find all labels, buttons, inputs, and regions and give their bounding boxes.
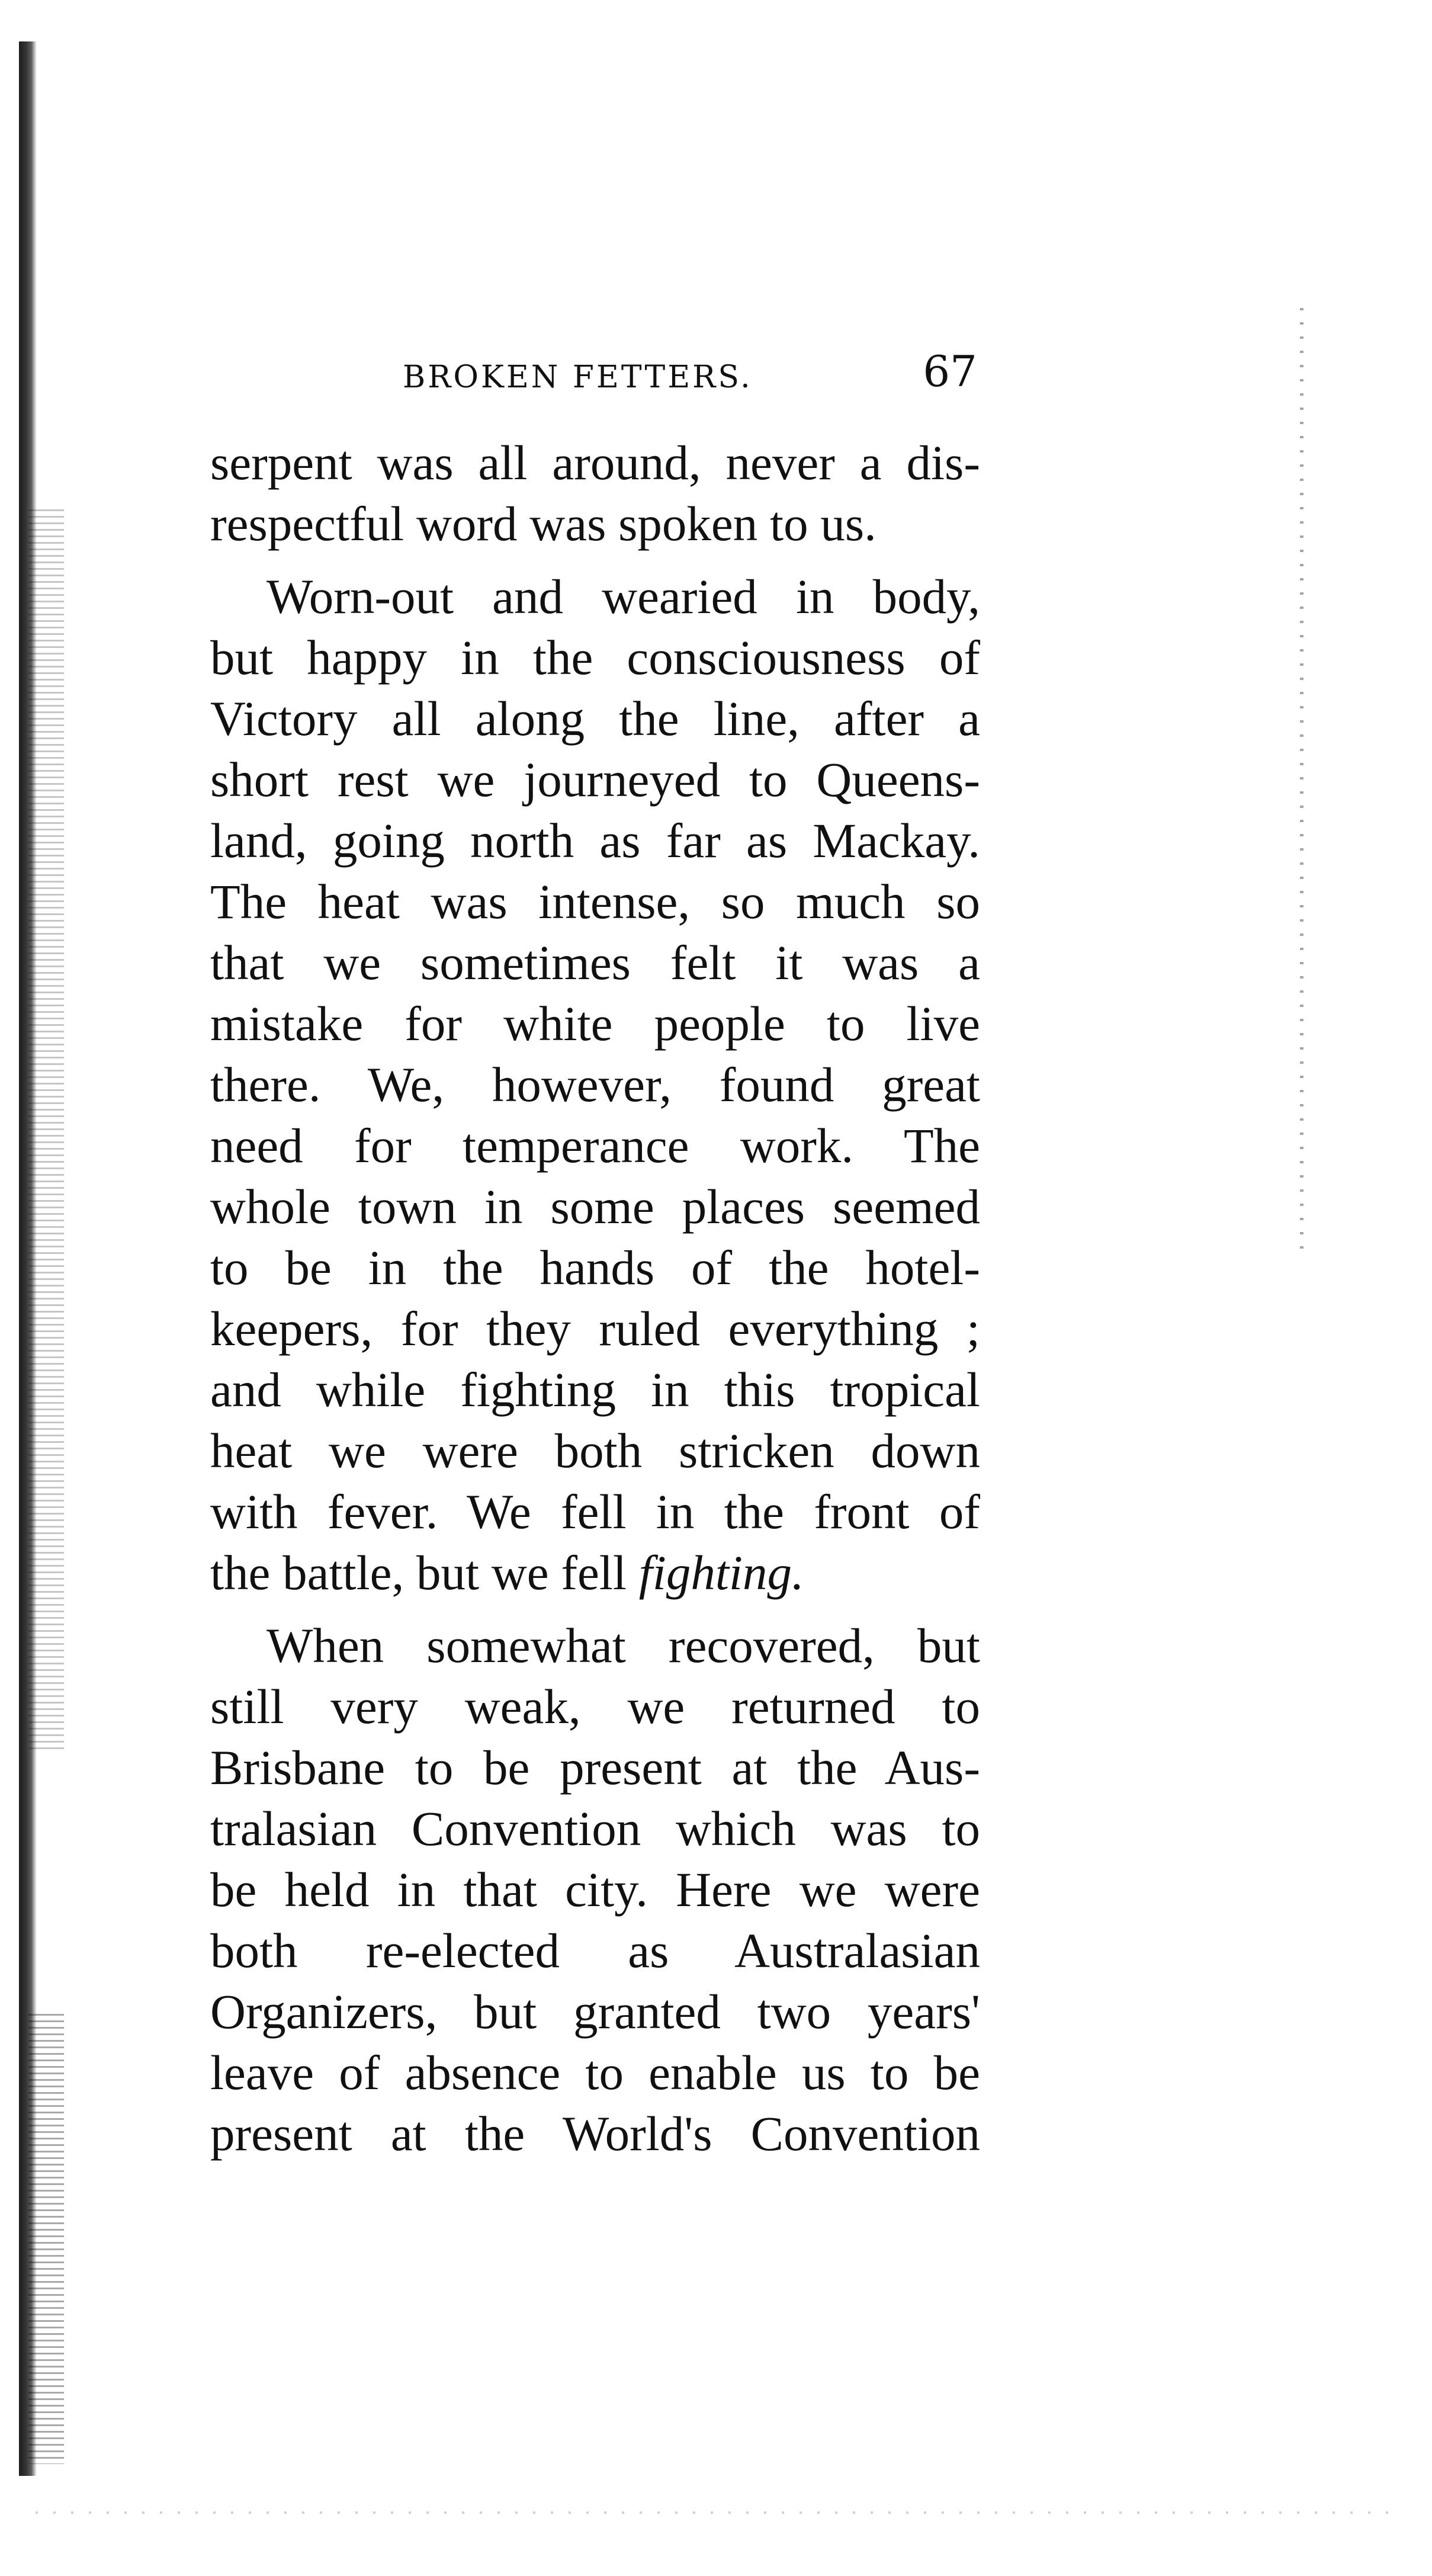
page-binding-speckle-lower	[28, 2014, 64, 2464]
running-title: BROKEN FETTERS.	[403, 360, 753, 395]
text-line: serpent was all around, never a dis-	[210, 435, 980, 490]
text-line: tralasian Convention which was to	[210, 1801, 980, 1856]
text-line: Victory all along the line, after a	[210, 691, 980, 746]
text-line: respectful word was spoken to us.	[210, 496, 876, 551]
paragraph	[210, 566, 980, 1603]
text-line: land, going north as far as Mackay.	[210, 813, 980, 868]
text-line: mistake for white people to live	[210, 996, 980, 1051]
text-line: whole town in some places seemed	[210, 1179, 980, 1234]
text-line: there. We, however, found great	[210, 1057, 980, 1112]
text-line: still very weak, we returned to	[210, 1679, 980, 1734]
paragraph	[210, 432, 980, 554]
text-line: but happy in the consciousness of	[210, 630, 980, 685]
text-line: short rest we journeyed to Queens-	[210, 752, 980, 807]
text-line: be held in that city. Here we were	[210, 1862, 980, 1917]
text-line: and while fighting in this tropical	[210, 1362, 980, 1417]
text-line: heat we were both stricken down	[210, 1423, 980, 1478]
text-line: both re-elected as Australasian	[210, 1923, 980, 1978]
text-line: to be in the hands of the hotel-	[210, 1240, 980, 1295]
text-line: need for temperance work. The	[210, 1118, 980, 1173]
emphasized-word: fighting.	[638, 1545, 804, 1600]
text-line: Organizers, but granted two years'	[210, 1984, 980, 2039]
page-bottom-marks	[36, 2511, 1398, 2514]
text-line: Brisbane to be present at the Aus-	[210, 1740, 980, 1795]
text-line: that we sometimes felt it was a	[210, 935, 980, 990]
text-line: Worn-out and wearied in body,	[267, 569, 980, 624]
text-line: When somewhat recovered, but	[267, 1618, 980, 1673]
page-edge-marks	[1300, 308, 1303, 1256]
text-line: with fever. We fell in the front of	[210, 1484, 980, 1539]
paragraph	[210, 1615, 980, 2164]
page-number: 67	[923, 347, 977, 396]
text-line	[210, 1542, 980, 1603]
text-line: keepers, for they ruled everything ;	[210, 1301, 980, 1356]
text-line: The heat was intense, so much so	[210, 874, 980, 929]
text-line: present at the World's Convention	[210, 2106, 980, 2161]
page-binding-speckle	[28, 509, 64, 1753]
body-text	[210, 432, 980, 2164]
text-line: leave of absence to enable us to be	[210, 2045, 980, 2100]
text-line-start: the battle, but we fell	[210, 1545, 639, 1600]
running-header	[207, 347, 977, 400]
